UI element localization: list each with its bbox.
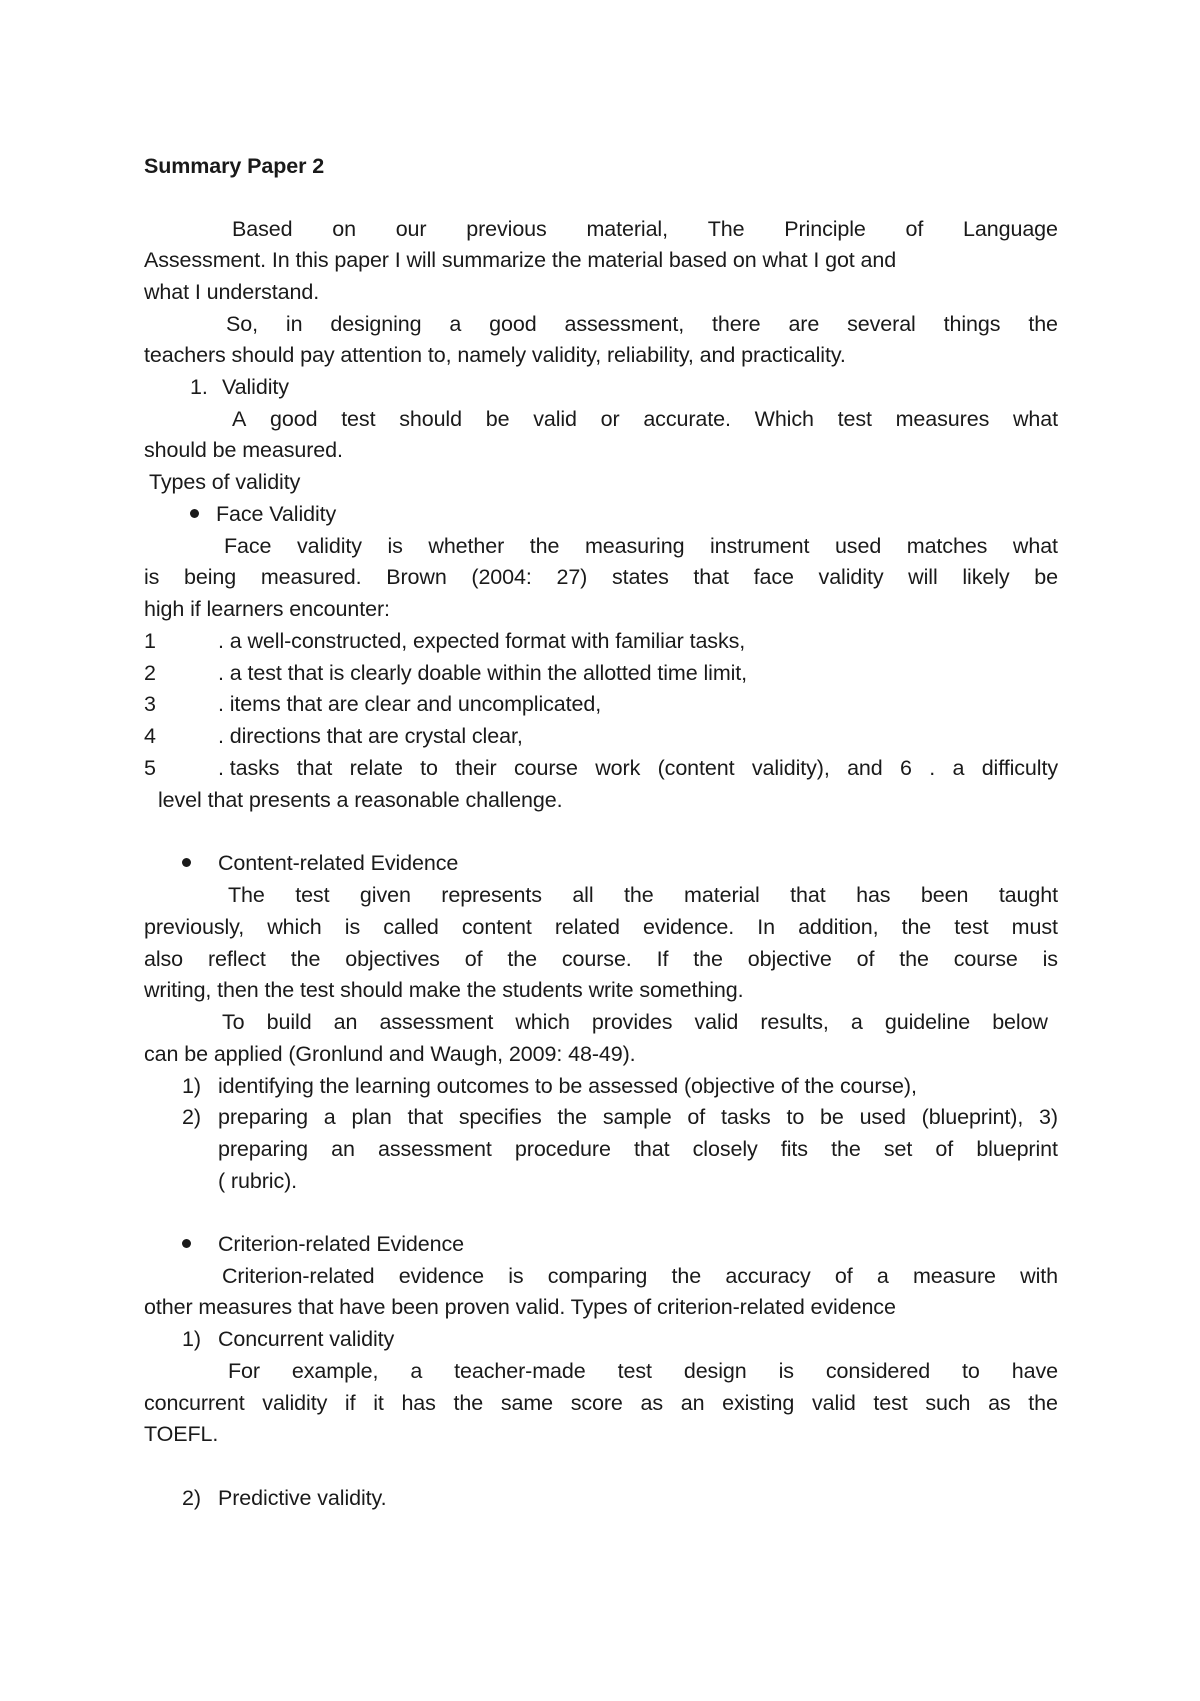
word: evidence (398, 1264, 484, 1288)
word: the (899, 947, 929, 971)
word: . tasks (218, 756, 280, 780)
word: things (943, 312, 1001, 336)
word: the (453, 1391, 484, 1415)
face-validity-heading: Face Validity (216, 502, 337, 526)
list-item-text: . items that are clear and uncomplicated, (218, 692, 602, 716)
word: preparing (218, 1137, 308, 1161)
word: test (837, 407, 872, 431)
criterion-evidence-heading: Criterion-related Evidence (218, 1232, 464, 1256)
word: a (876, 1264, 889, 1288)
word: of (905, 217, 924, 241)
word: previously, (144, 915, 245, 939)
word: of (687, 1105, 706, 1129)
word: likely (962, 565, 1010, 589)
word: taught (998, 883, 1058, 907)
word: guideline (884, 1010, 971, 1034)
word: difficulty (981, 756, 1058, 780)
word: is (778, 1359, 794, 1383)
word: reflect (207, 947, 266, 971)
word: For (228, 1359, 260, 1383)
word: relate (349, 756, 403, 780)
word: objective (747, 947, 832, 971)
face-validity-line-3: high if learners encounter: (144, 597, 390, 621)
word: build (266, 1010, 312, 1034)
word: whether (428, 534, 505, 558)
word: has (856, 883, 891, 907)
word: Brown (386, 565, 447, 589)
concurrent-line-1 (228, 1361, 1058, 1383)
word: preparing (218, 1105, 308, 1129)
word: there (712, 312, 761, 336)
word: validity), (751, 756, 830, 780)
word: 3) (1039, 1105, 1058, 1129)
word: the (507, 947, 537, 971)
word: 27) (556, 565, 588, 589)
step-number: 2) (182, 1105, 201, 1129)
list-item-5-line-2: level that presents a reasonable challenge. (158, 788, 563, 812)
word: is (508, 1264, 524, 1288)
word: good (270, 407, 318, 431)
page-title: Summary Paper 2 (144, 154, 325, 178)
word: The (707, 217, 745, 241)
word: specifies (458, 1105, 542, 1129)
intro-line-2: Assessment. In this paper I will summarize the material based on what I got and (144, 248, 897, 272)
word: designing (330, 312, 422, 336)
face-validity-line-2 (144, 567, 1058, 589)
word: is (344, 915, 361, 939)
content-evidence-line-2 (144, 917, 1058, 939)
word: is (387, 534, 403, 558)
word: that (693, 565, 729, 589)
word: the (557, 1105, 588, 1129)
word: have (1011, 1359, 1058, 1383)
word: to (420, 756, 438, 780)
word: which (515, 1010, 570, 1034)
word: the (901, 915, 932, 939)
word: considered (825, 1359, 931, 1383)
word: So, (226, 312, 258, 336)
word: measure (912, 1264, 996, 1288)
word: of (834, 1264, 853, 1288)
word: related (554, 915, 620, 939)
word: on (332, 217, 356, 241)
word: good (489, 312, 537, 336)
word: the (1028, 1391, 1058, 1415)
word: will (908, 565, 938, 589)
word: . (929, 756, 936, 780)
word: of (464, 947, 483, 971)
content-evidence-line-3 (144, 949, 1058, 971)
word: being (184, 565, 237, 589)
word: also (144, 947, 184, 971)
bullet-icon (182, 853, 191, 875)
para2-line-2: teachers should pay attention to, namely validity, reliability, and practicality. (144, 343, 846, 367)
word: valid (533, 407, 577, 431)
word: If (656, 947, 669, 971)
word: previous (466, 217, 547, 241)
word: are (788, 312, 820, 336)
list-item-number: 5 (144, 756, 156, 780)
word: existing (722, 1391, 795, 1415)
word: used (834, 534, 882, 558)
word: accuracy (725, 1264, 811, 1288)
word: objectives (345, 947, 440, 971)
word: with (1020, 1264, 1058, 1288)
word: given (359, 883, 411, 907)
word: content (461, 915, 532, 939)
step-text: identifying the learning outcomes to be assessed (objective of the course), (218, 1074, 917, 1098)
predictive-validity-heading: Predictive validity. (218, 1486, 387, 1510)
word: test (341, 407, 376, 431)
word: example, (291, 1359, 379, 1383)
step-number: 1) (182, 1074, 201, 1098)
word: test (954, 915, 989, 939)
step-2-line-1 (218, 1107, 1058, 1129)
word: below (992, 1010, 1048, 1034)
word: to (962, 1359, 980, 1383)
content-evidence-line-1 (228, 885, 1058, 907)
list-item-number: 1 (144, 629, 156, 653)
word: assessment, (564, 312, 685, 336)
word: The (228, 883, 265, 907)
list-item-5-line-1 (218, 758, 1058, 780)
word: what (1012, 407, 1058, 431)
word: Face (224, 534, 272, 558)
word: measured. (260, 565, 362, 589)
list-item-text: . a test that is clearly doable within the allotted time limit, (218, 661, 748, 685)
word: procedure (514, 1137, 611, 1161)
list-item-text: . directions that are crystal clear, (218, 724, 523, 748)
word: that (634, 1137, 670, 1161)
validity-heading: Validity (222, 375, 289, 399)
word: it (373, 1391, 384, 1415)
word: evidence. (642, 915, 735, 939)
word: which (267, 915, 322, 939)
word: design (683, 1359, 747, 1383)
word: used (859, 1105, 906, 1129)
word: that (790, 883, 826, 907)
word: In (757, 915, 775, 939)
word: validity (296, 534, 362, 558)
content-evidence-line-4: writing, then the test should make the students write something. (144, 978, 744, 1002)
word: the (831, 1137, 861, 1161)
word: to (786, 1105, 805, 1129)
intro-line-1 (232, 219, 1058, 241)
list-item-number: 3 (144, 692, 156, 716)
word: a (449, 312, 462, 336)
word: A (232, 407, 247, 431)
list-item-text: . a well-constructed, expected format with familiar tasks, (218, 629, 746, 653)
word: the (671, 1264, 702, 1288)
word: valid (694, 1010, 739, 1034)
word: test (617, 1359, 652, 1383)
word: plan (351, 1105, 392, 1129)
word: of (935, 1137, 954, 1161)
word: provides (591, 1010, 673, 1034)
word: Which (754, 407, 814, 431)
word: fits (780, 1137, 808, 1161)
word: material (684, 883, 760, 907)
intro-line-3: what I understand. (144, 280, 320, 304)
word: the (1028, 312, 1058, 336)
validity-line-1 (232, 409, 1058, 431)
word: matches (906, 534, 988, 558)
word: Principle (784, 217, 866, 241)
word: sample (602, 1105, 672, 1129)
word: concurrent (144, 1391, 245, 1415)
step-2-line-3: ( rubric). (218, 1169, 298, 1193)
criterion-evidence-line-2: other measures that have been proven valid. Types of criterion-related evidence (144, 1295, 896, 1319)
word: several (847, 312, 916, 336)
word: the (693, 947, 723, 971)
word: an (680, 1391, 705, 1415)
word: must (1011, 915, 1058, 939)
word: same (500, 1391, 554, 1415)
word: is (1042, 947, 1058, 971)
step-number: 1) (182, 1327, 201, 1351)
word: course. (561, 947, 632, 971)
word: be (820, 1105, 844, 1129)
word: course (513, 756, 578, 780)
word: To (222, 1010, 245, 1034)
word: blueprint (976, 1137, 1058, 1161)
types-of-validity-label: Types of validity (149, 470, 301, 494)
word: assessment (379, 1010, 494, 1034)
word: be (1034, 565, 1058, 589)
word: states (611, 565, 669, 589)
word: a (410, 1359, 423, 1383)
word: (blueprint), (921, 1105, 1024, 1129)
word: instrument (710, 534, 810, 558)
criterion-evidence-line-1 (222, 1266, 1058, 1288)
word: measures (895, 407, 990, 431)
word: is (144, 565, 160, 589)
word: score (570, 1391, 623, 1415)
word: such (925, 1391, 971, 1415)
word: called (383, 915, 439, 939)
word: as (640, 1391, 664, 1415)
word: that (296, 756, 333, 780)
word: face (753, 565, 794, 589)
word: the (624, 883, 654, 907)
word: Based (232, 217, 293, 241)
step-number: 2) (182, 1486, 201, 1510)
word: a (952, 756, 965, 780)
para2-line-1 (226, 314, 1058, 336)
word: that (407, 1105, 444, 1129)
word: the (529, 534, 560, 558)
word: results, (760, 1010, 829, 1034)
word: test (873, 1391, 908, 1415)
word: all (572, 883, 594, 907)
word: an (331, 1137, 355, 1161)
word: our (395, 217, 427, 241)
word: a (323, 1105, 336, 1129)
concurrent-line-2 (144, 1393, 1058, 1415)
concurrent-line-3: TOEFL. (144, 1422, 219, 1446)
word: validity (818, 565, 884, 589)
word: Criterion-related (222, 1264, 375, 1288)
concurrent-validity-heading: Concurrent validity (218, 1327, 395, 1351)
word: in (285, 312, 303, 336)
word: addition, (798, 915, 879, 939)
word: work (595, 756, 641, 780)
face-validity-line-1 (224, 536, 1058, 558)
word: represents (441, 883, 542, 907)
word: teacher-made (454, 1359, 586, 1383)
word: 6 (900, 756, 912, 780)
word: an (333, 1010, 358, 1034)
guideline-line-1 (222, 1012, 1048, 1034)
word: accurate. (643, 407, 731, 431)
word: Language (963, 217, 1058, 241)
word: closely (692, 1137, 758, 1161)
bullet-icon (190, 504, 199, 526)
word: measuring (584, 534, 685, 558)
list-item-number: 4 (144, 724, 156, 748)
word: or (600, 407, 620, 431)
word: assessment (378, 1137, 492, 1161)
word: material, (586, 217, 668, 241)
validity-number: 1. (190, 375, 208, 399)
word: the (290, 947, 321, 971)
bullet-icon (182, 1234, 191, 1256)
word: a (850, 1010, 863, 1034)
word: course (953, 947, 1018, 971)
list-item-number: 2 (144, 661, 156, 685)
word: test (295, 883, 330, 907)
word: be (485, 407, 510, 431)
word: (content (657, 756, 735, 780)
word: and (847, 756, 883, 780)
word: tasks (720, 1105, 771, 1129)
word: validity (262, 1391, 328, 1415)
content-evidence-heading: Content-related Evidence (218, 851, 459, 875)
word: what (1012, 534, 1058, 558)
word: comparing (547, 1264, 648, 1288)
validity-line-2: should be measured. (144, 438, 343, 462)
word: of (856, 947, 875, 971)
guideline-line-2: can be applied (Gronlund and Waugh, 2009: 48-49). (144, 1042, 636, 1066)
word: their (455, 756, 497, 780)
word: has (401, 1391, 436, 1415)
word: been (920, 883, 969, 907)
word: valid (811, 1391, 856, 1415)
word: if (344, 1391, 356, 1415)
word: (2004: (471, 565, 532, 589)
word: set (883, 1137, 913, 1161)
word: should (399, 407, 462, 431)
word: as (988, 1391, 1011, 1415)
step-2-line-2 (218, 1139, 1058, 1161)
